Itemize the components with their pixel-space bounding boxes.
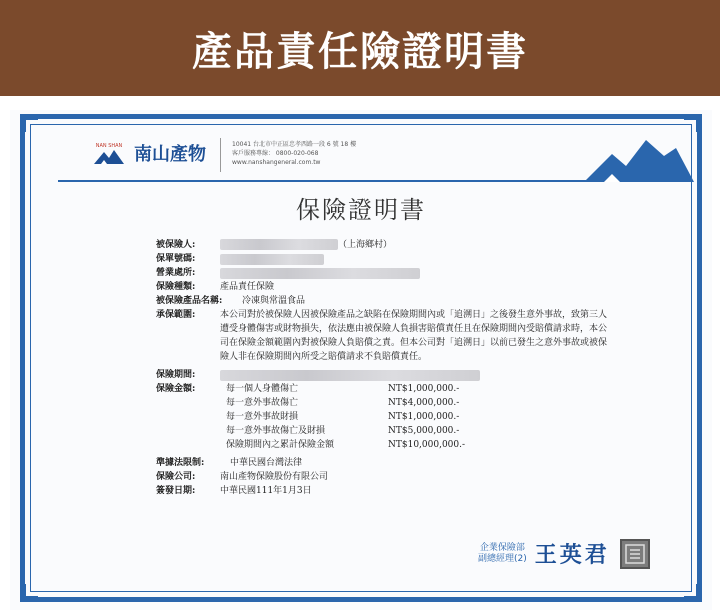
seal-stamp-icon	[620, 539, 650, 569]
amount-value: NT$4,000,000.-	[388, 398, 460, 408]
redacted-address	[220, 268, 420, 279]
redacted-policy-number	[220, 254, 324, 265]
company-address	[232, 140, 356, 167]
frame-corner	[684, 118, 698, 132]
mountain-logo-icon	[92, 140, 126, 166]
signatory-name: 王英君	[534, 542, 610, 568]
amount-row	[156, 410, 626, 424]
law-row	[156, 456, 626, 470]
frame-corner	[24, 584, 38, 598]
amount-row	[156, 424, 626, 438]
banner-title: 產品責任險證明書	[192, 28, 528, 75]
issue-value: 中華民國111年1月3日	[220, 486, 312, 496]
type-label: 保險種類:	[156, 282, 196, 292]
amount-item: 每一意外事故傷亡	[226, 398, 299, 408]
insured-row	[156, 238, 626, 252]
insured-suffix: （上海鄉村）	[338, 240, 393, 250]
scope-label: 承保範圍:	[156, 310, 196, 320]
frame-corner	[24, 118, 38, 132]
amount-value: NT$1,000,000.-	[388, 384, 460, 394]
insurer-label: 保險公司:	[156, 472, 196, 482]
address-label: 營業處所:	[156, 268, 196, 278]
redacted-insured	[220, 239, 338, 250]
phone-line: 客戶服務專線： 0800-020-068	[232, 150, 319, 157]
address-line: 10041 台北市中正區忠孝西路一段 6 號 18 樓	[232, 141, 357, 148]
mountain-graphic-icon	[584, 132, 694, 184]
website-line: www.nanshangeneral.com.tw	[232, 159, 321, 166]
amount-row	[156, 438, 626, 452]
policy-label: 保單號碼:	[156, 254, 196, 264]
issue-label: 簽發日期:	[156, 486, 196, 496]
product-value: 冷凍與常溫食品	[242, 296, 306, 306]
period-label: 保險期間:	[156, 370, 196, 380]
policy-row	[156, 252, 626, 266]
insurer-value: 南山產物保險股份有限公司	[220, 472, 329, 482]
product-label: 被保險產品名稱:	[156, 296, 223, 306]
signatory-title-line: 企業保險部	[479, 542, 525, 553]
certificate-document	[10, 110, 712, 610]
amount-item: 每一意外事故傷亡及財損	[226, 426, 326, 436]
header-rule	[58, 180, 598, 182]
redacted-period	[220, 370, 480, 381]
scope-value: 本公司對於被保險人因被保險產品之缺陷在保險期間內或「追溯日」之後發生意外事故，致第三人遭受身體傷害或財物損失，依法應由被保險人負損害賠償責任且在保險期間內受賠償請求時，本公司在保險金額範圍內對被保險人負賠償之責。但本公司對「追溯日」以前已發生之意外事故或被保險人非在保險期間內所受之賠償請求不負賠償責任。	[220, 310, 608, 362]
law-value: 中華民國台灣法律	[230, 458, 303, 468]
law-label: 準據法限制:	[156, 458, 205, 468]
certificate-fields	[156, 238, 626, 498]
type-value: 產品責任保險	[220, 282, 275, 292]
scope-row	[156, 308, 626, 364]
insurer-row	[156, 470, 626, 484]
frame-corner	[684, 584, 698, 598]
type-row	[156, 280, 626, 294]
logo-small-text: NAN SHAN	[95, 143, 123, 149]
address-row	[156, 266, 626, 280]
insured-label: 被保險人:	[156, 240, 196, 250]
amount-value: NT$10,000,000.-	[388, 440, 466, 450]
product-row	[156, 294, 626, 308]
amount-item: 每一個人身體傷亡	[226, 384, 299, 394]
document-title: 保險證明書	[296, 196, 426, 224]
title-banner	[0, 0, 720, 96]
period-row	[156, 368, 626, 382]
amount-label: 保險金額:	[156, 384, 196, 394]
amount-row	[156, 396, 626, 410]
signature-block	[478, 538, 650, 569]
issue-row	[156, 484, 626, 498]
amount-item: 每一意外事故財損	[226, 412, 299, 422]
signatory-title-line: 副總經理(2)	[478, 553, 527, 564]
company-logo	[92, 140, 206, 166]
logo-name: 南山產物	[134, 144, 206, 165]
amount-item: 保險期間內之累計保險金額	[226, 440, 335, 450]
seal-icon	[624, 543, 646, 565]
signatory-title	[478, 543, 527, 565]
amount-value: NT$5,000,000.-	[388, 426, 460, 436]
amount-row	[156, 382, 626, 396]
logo-divider	[220, 138, 221, 172]
amount-value: NT$1,000,000.-	[388, 412, 460, 422]
